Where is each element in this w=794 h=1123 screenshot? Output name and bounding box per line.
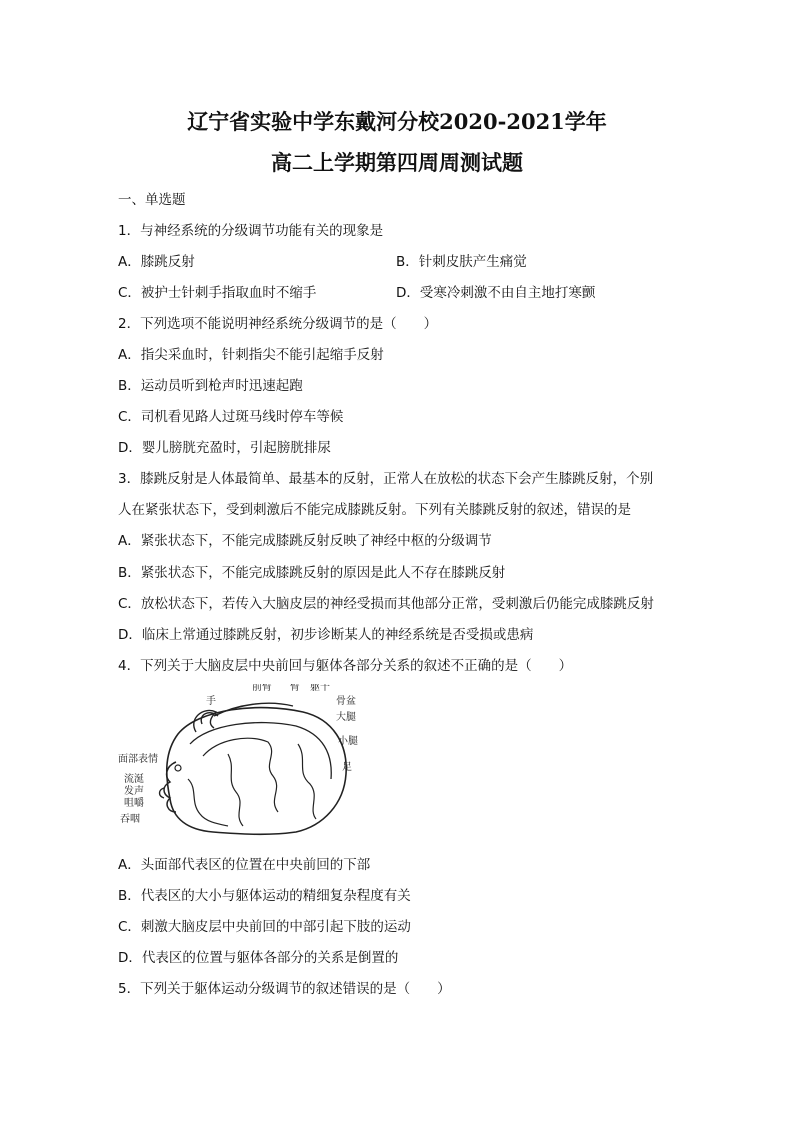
cortex-fold [190,723,331,779]
q3-option-d: D．临床上常通过膝跳反射，初步诊断某人的神经系统是否受损或患病 [118,627,534,643]
label-calf: 小腿 [338,736,358,747]
q2-option-c: C．司机看见路人过斑马线时停车等候 [118,409,344,425]
q3-stem-line2: 人在紧张状态下，受到刺激后不能完成膝跳反射。下列有关膝跳反射的叙述，错误的是 [118,502,631,518]
label-voice: 发声 [124,786,144,797]
q1-option-b: B．针刺皮肤产生痛觉 [396,254,527,270]
q2-stem: 2．下列选项不能说明神经系统分级调节的是（ ） [118,316,438,332]
label-arm: 臂 [290,684,300,693]
q1-option-a: A．膝跳反射 [118,254,195,270]
q2-option-d: D．婴儿膀胱充盈时，引起膀胱排尿 [118,440,331,456]
q4-option-a: A．头面部代表区的位置在中央前回的下部 [118,857,371,873]
label-swallow: 吞咽 [120,814,140,825]
label-drool: 流涎 [124,774,144,785]
q1-option-c: C．被护士针刺手指取血时不缩手 [118,285,317,301]
q5-stem: 5．下列关于躯体运动分级调节的叙述错误的是（ ） [118,981,451,997]
section-heading: 一、单选题 [118,192,186,208]
cortex-fold [188,779,228,826]
page-title-line1: 辽宁省实验中学东戴河分校2020-2021学年 [187,109,607,134]
q4-stem: 4．下列关于大脑皮层中央前回与躯体各部分关系的叙述不正确的是（ ） [118,658,573,674]
q3-option-c: C．放松状态下，若传入大脑皮层的神经受损而其他部分正常，受刺激后仍能完成膝跳反射 [118,596,654,612]
label-pelvis: 骨盆 [336,696,356,707]
cortex-fold [298,744,316,819]
q3-stem-line1: 3．膝跳反射是人体最简单、最基本的反射，正常人在放松的状态下会产生膝跳反射，个别 [118,471,654,487]
q2-option-b: B．运动员听到枪声时迅速起跑 [118,378,303,394]
label-trunk: 躯干 [310,684,330,693]
q4-option-c: C．刺激大脑皮层中央前回的中部引起下肢的运动 [118,919,411,935]
homunculus-eye [175,765,181,771]
label-face: 面部表情 [118,754,158,765]
label-chew: 咀嚼 [124,798,144,809]
motor-cortex-figure [118,684,368,854]
cortex-fold [228,754,243,826]
homunculus-arm [214,703,293,716]
q3-option-a: A．紧张状态下，不能完成膝跳反射反映了神经中枢的分级调节 [118,533,492,549]
label-foot: 足 [342,762,352,773]
homunculus-face [164,762,176,812]
q2-option-a: A．指尖采血时，针刺指尖不能引起缩手反射 [118,347,384,363]
q4-option-d: D．代表区的位置与躯体各部分的关系是倒置的 [118,950,399,966]
label-hand: 手 [206,696,216,707]
page-title-line2: 高二上学期第四周周测试题 [271,150,523,175]
q3-option-b: B．紧张状态下，不能完成膝跳反射的原因是此人不存在膝跳反射 [118,565,506,581]
label-forearm: 前臂 [252,684,272,693]
q1-option-d: D．受寒冷刺激不由自主地打寒颤 [396,285,596,301]
motor-cortex-diagram [118,684,368,854]
q4-option-b: B．代表区的大小与躯体运动的精细复杂程度有关 [118,888,411,904]
label-thigh: 大腿 [336,712,356,723]
q1-stem: 1．与神经系统的分级调节功能有关的现象是 [118,223,384,239]
